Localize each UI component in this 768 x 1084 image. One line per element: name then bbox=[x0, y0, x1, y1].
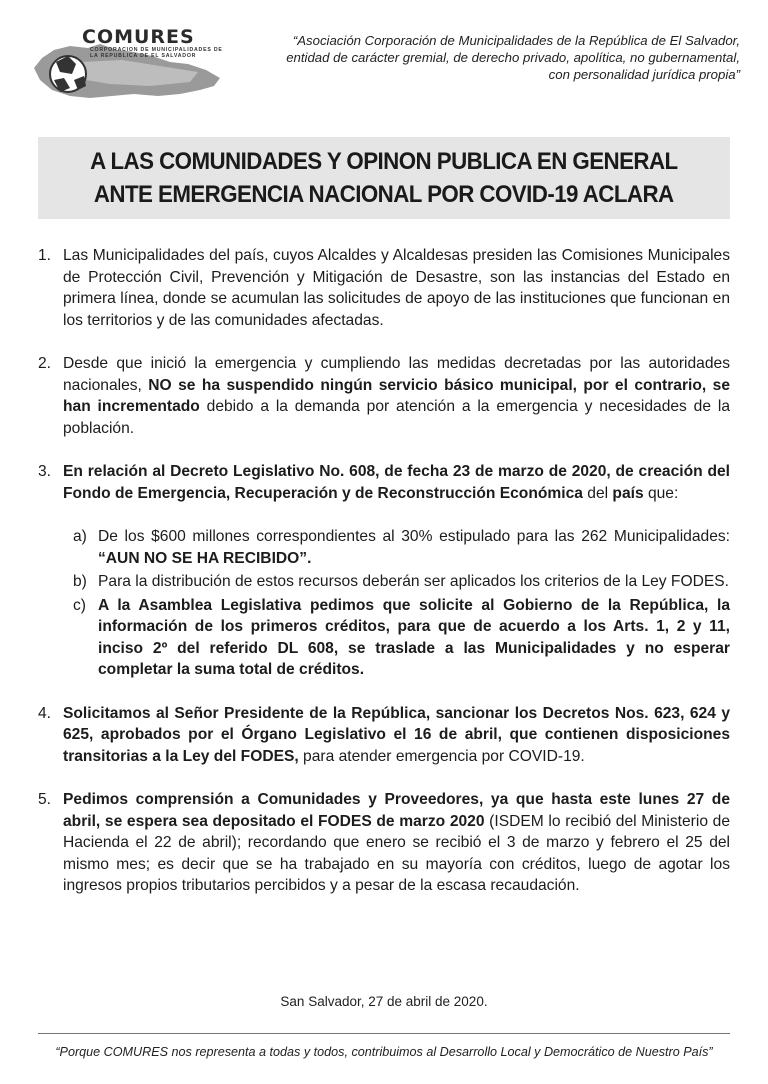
date-line: San Salvador, 27 de abril de 2020. bbox=[280, 994, 488, 1009]
item-text: (ISDEM lo recibió del Ministerio de Hacienda el 22 de abril); recordando que enero se recibió el 3 de marzo y febrero el 25 del mismo mes; es decir que se ha trabajado en su mayoría con créditos, luego de agotar los ingresos propios tributarios percibidos y a pesar de la escasa recaudación. bbox=[63, 812, 730, 894]
item-text: Las Municipalidades del país, cuyos Alcaldes y Alcaldesas presiden las Comisiones Municipales de Protección Civil, Prevención y Mitigación de Desastre, son las instancias del Estado en primera línea, donde se acumulan las solicitudes de apoyo de las instituciones que funcionan en los territorios y de las comunidades afectadas. bbox=[63, 247, 730, 329]
logo-subtitle-line: LA REPUBLICA DE EL SALVADOR bbox=[90, 53, 197, 59]
item-text: para atender emergencia por COVID-19. bbox=[298, 747, 585, 765]
item-number: 1. bbox=[38, 247, 52, 264]
logo-subtitle-line: CORPORACION DE MUNICIPALIDADES DE bbox=[90, 47, 223, 53]
item-text: que: bbox=[643, 484, 679, 502]
list-item bbox=[38, 461, 730, 681]
title-box bbox=[38, 137, 730, 219]
sub-list bbox=[63, 526, 730, 681]
footer-divider bbox=[38, 1033, 730, 1034]
item-text: debido a la demanda por atención a la emergencia y necesidades de la población. bbox=[63, 398, 730, 437]
list-item bbox=[38, 353, 730, 439]
sub-item-letter: a) bbox=[73, 528, 87, 545]
sub-item-text-bold: A la Asamblea Legislativa pedimos que solicite al Gobierno de la República, la información de los primeros créditos, para que de acuerdo a los Arts. 1, 2 y 11, inciso 2º del referido DL 608, se traslade a las Municipalidades y no esperar completar la suma total de créditos. bbox=[98, 596, 730, 678]
list-item bbox=[38, 245, 730, 331]
sub-list-item bbox=[63, 595, 730, 681]
item-number: 2. bbox=[38, 355, 52, 372]
sub-item-letter: b) bbox=[73, 573, 87, 590]
comures-logo bbox=[30, 26, 260, 106]
item-number: 5. bbox=[38, 791, 52, 808]
title-line: A LAS COMUNIDADES Y OPINON PUBLICA EN GENERAL bbox=[90, 148, 678, 175]
association-line: “Asociación Corporación de Municipalidades de la República de El Salvador, bbox=[292, 33, 740, 48]
item-number: 4. bbox=[38, 704, 52, 722]
sub-item-letter: c) bbox=[73, 596, 86, 614]
item-text-bold: En relación al Decreto Legislativo No. 608, de fecha 23 de marzo de 2020, de creación del Fondo de Emergencia, Recuperación y de Reconstrucción Económica bbox=[63, 463, 730, 502]
list-item bbox=[38, 703, 730, 768]
sub-item-text: De los $600 millones correspondientes al 30% estipulado para las 262 Municipalidades: bbox=[98, 528, 730, 545]
association-line: con personalidad jurídica propia” bbox=[548, 67, 740, 82]
sub-item-text-bold: “AUN NO SE HA RECIBIDO”. bbox=[98, 549, 312, 567]
item-number: 3. bbox=[38, 463, 52, 480]
logo-name: COMURES bbox=[82, 26, 195, 48]
association-line: entidad de carácter gremial, de derecho privado, apolítica, no gubernamental, bbox=[286, 50, 740, 65]
item-text: del bbox=[582, 484, 613, 502]
item-text: Desde que inició la emergencia y cumpliendo las medidas decretadas por las autoridades nacionales, bbox=[63, 355, 730, 394]
item-text-bold: Solicitamos al Señor Presidente de la República, sancionar los Decretos Nos. 623, 624 y 625, aprobados por el Órgano Legislativo el 16 de abril, que contienen disposiciones transitorias a la Ley del FODES, bbox=[63, 704, 730, 765]
item-text-bold: Pedimos comprensión a Comunidades y Proveedores, ya que hasta este lunes 27 de abril, se espera sea depositado el FODES de marzo 2020 bbox=[63, 791, 730, 830]
item-text-bold: NO se ha suspendido ningún servicio básico municipal, por el contrario, se han incrementado bbox=[63, 376, 730, 415]
footer-motto: “Porque COMURES nos representa a todas y todos, contribuimos al Desarrollo Local y Democrático de Nuestro País” bbox=[55, 1045, 713, 1059]
sub-item-text: Para la distribución de estos recursos deberán ser aplicados los criterios de la Ley FODES. bbox=[98, 573, 729, 590]
item-text-bold: país bbox=[612, 484, 644, 502]
sub-list-item bbox=[63, 526, 730, 569]
title-line: ANTE EMERGENCIA NACIONAL POR COVID-19 ACLARA bbox=[94, 181, 674, 208]
letterhead bbox=[30, 26, 740, 106]
list-item bbox=[38, 789, 730, 897]
statement-body bbox=[38, 245, 730, 919]
sub-list-item bbox=[63, 571, 730, 593]
association-description bbox=[260, 32, 740, 83]
logo-subtitle bbox=[90, 47, 258, 59]
